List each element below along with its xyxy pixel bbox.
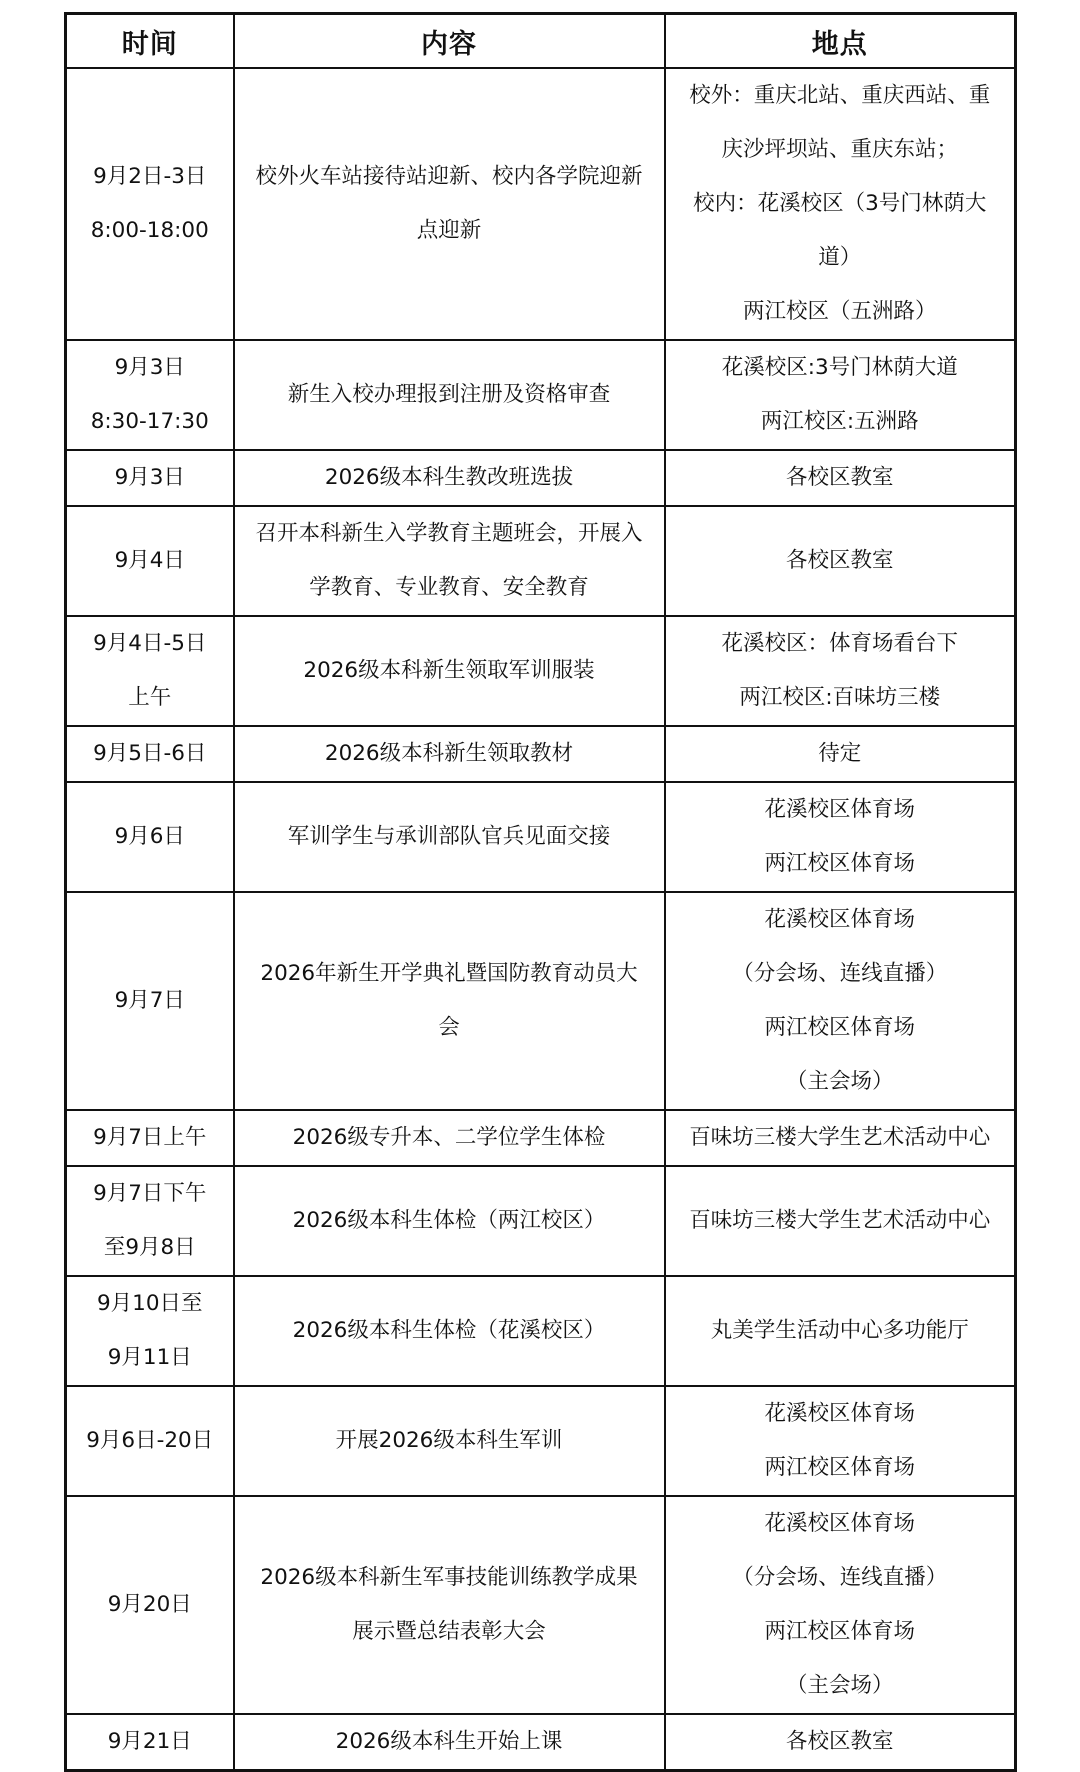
schedule-table-wrapper [64, 12, 1014, 1772]
time-cell [66, 68, 234, 340]
content-cell [234, 782, 665, 892]
content-cell [234, 506, 665, 616]
content-cell-text: 2026级专升本、二学位学生体检 [292, 1125, 606, 1150]
time-cell-text: 9月7日上午 [93, 1125, 207, 1150]
table-row [66, 892, 1016, 1110]
location-cell-text: 待定 [818, 741, 862, 766]
table-row [66, 68, 1016, 340]
table-row [66, 340, 1016, 450]
time-cell-text: 9月20日 [107, 1592, 192, 1617]
schedule-body [66, 68, 1016, 1771]
content-cell [234, 68, 665, 340]
time-cell [66, 616, 234, 726]
location-cell [665, 506, 1016, 616]
schedule-table [64, 12, 1017, 1772]
table-row [66, 1110, 1016, 1166]
location-cell-text: 各校区教室 [785, 465, 894, 490]
time-cell [66, 1714, 234, 1771]
time-cell-text: 9月6日-20日 [86, 1428, 214, 1453]
location-cell [665, 450, 1016, 506]
content-cell [234, 892, 665, 1110]
location-cell [665, 1386, 1016, 1496]
location-cell-text: 校外：重庆北站、重庆西站、重 庆沙坪坝站、重庆东站； 校内：花溪校区（3号门林荫大道） 两江校区（五洲路） [689, 83, 991, 324]
time-cell-text: 9月7日 [114, 988, 185, 1013]
content-cell-text: 开展2026级本科生军训 [335, 1428, 563, 1453]
content-cell [234, 1110, 665, 1166]
time-cell [66, 892, 234, 1110]
location-cell [665, 340, 1016, 450]
content-cell-text: 2026级本科生体检（两江校区） [292, 1208, 606, 1233]
location-cell-text: 花溪校区体育场 （分会场、连线直播） 两江校区体育场 （主会场） [732, 907, 948, 1094]
time-cell-text: 9月3日 8:30-17:30 [90, 355, 209, 434]
table-row [66, 782, 1016, 892]
table-row [66, 1714, 1016, 1771]
location-cell-text: 花溪校区体育场 两江校区体育场 [764, 797, 915, 876]
table-row [66, 726, 1016, 782]
time-cell [66, 1166, 234, 1276]
content-cell-text: 2026级本科新生军事技能训练教学成果 展示暨总结表彰大会 [260, 1565, 638, 1644]
time-cell-text: 9月10日至 9月11日 [96, 1291, 203, 1370]
time-cell-text: 9月21日 [107, 1729, 192, 1754]
table-row [66, 1496, 1016, 1714]
time-cell [66, 726, 234, 782]
location-cell-text: 百味坊三楼大学生艺术活动中心 [689, 1208, 991, 1233]
table-row [66, 450, 1016, 506]
time-cell [66, 1386, 234, 1496]
time-cell-text: 9月2日-3日 8:00-18:00 [90, 164, 209, 243]
content-cell-text: 2026级本科生教改班选拔 [324, 465, 574, 490]
content-cell [234, 1496, 665, 1714]
location-cell [665, 782, 1016, 892]
location-cell [665, 892, 1016, 1110]
time-cell [66, 340, 234, 450]
content-cell [234, 1166, 665, 1276]
header-location: 地点 [665, 14, 1016, 69]
header-time: 时间 [66, 14, 234, 69]
content-cell [234, 340, 665, 450]
content-cell-text: 2026级本科新生领取军训服装 [303, 658, 595, 683]
location-cell-text: 花溪校区：体育场看台下 两江校区:百味坊三楼 [721, 631, 958, 710]
header-content: 内容 [234, 14, 665, 69]
location-cell [665, 616, 1016, 726]
table-row [66, 1386, 1016, 1496]
content-cell [234, 1276, 665, 1386]
location-cell [665, 1276, 1016, 1386]
content-cell-text: 2026级本科新生领取教材 [324, 741, 574, 766]
time-cell [66, 506, 234, 616]
location-cell-text: 丸美学生活动中心多功能厅 [710, 1318, 969, 1343]
content-cell-text: 2026级本科生体检（花溪校区） [292, 1318, 606, 1343]
content-cell-text: 校外火车站接待站迎新、校内各学院迎新 点迎新 [255, 164, 643, 243]
content-cell [234, 1386, 665, 1496]
location-cell [665, 1110, 1016, 1166]
location-cell-text: 花溪校区:3号门林荫大道 两江校区:五洲路 [721, 355, 958, 434]
time-cell-text: 9月7日下午 至9月8日 [93, 1181, 207, 1260]
location-cell-text: 各校区教室 [785, 548, 894, 573]
time-cell-text: 9月5日-6日 [93, 741, 207, 766]
content-cell-text: 2026年新生开学典礼暨国防教育动员大 会 [260, 961, 638, 1040]
location-cell [665, 68, 1016, 340]
table-row [66, 616, 1016, 726]
table-row [66, 1166, 1016, 1276]
content-cell [234, 616, 665, 726]
location-cell [665, 726, 1016, 782]
time-cell [66, 1110, 234, 1166]
content-cell [234, 1714, 665, 1771]
time-cell [66, 450, 234, 506]
time-cell-text: 9月4日 [114, 548, 185, 573]
time-cell [66, 782, 234, 892]
location-cell-text: 各校区教室 [785, 1729, 894, 1754]
content-cell [234, 450, 665, 506]
table-row [66, 1276, 1016, 1386]
location-cell [665, 1496, 1016, 1714]
location-cell-text: 花溪校区体育场 两江校区体育场 [764, 1401, 915, 1480]
time-cell-text: 9月6日 [114, 824, 185, 849]
time-cell [66, 1276, 234, 1386]
time-cell-text: 9月4日-5日 上午 [93, 631, 207, 710]
content-cell-text: 2026级本科生开始上课 [335, 1729, 563, 1754]
time-cell-text: 9月3日 [114, 465, 185, 490]
content-cell-text: 新生入校办理报到注册及资格审查 [287, 382, 611, 407]
location-cell-text: 花溪校区体育场 （分会场、连线直播） 两江校区体育场 （主会场） [732, 1511, 948, 1698]
content-cell [234, 726, 665, 782]
table-row [66, 506, 1016, 616]
time-cell [66, 1496, 234, 1714]
content-cell-text: 军训学生与承训部队官兵见面交接 [287, 824, 611, 849]
location-cell [665, 1714, 1016, 1771]
location-cell-text: 百味坊三楼大学生艺术活动中心 [689, 1125, 991, 1150]
content-cell-text: 召开本科新生入学教育主题班会，开展入 学教育、专业教育、安全教育 [255, 521, 643, 600]
location-cell [665, 1166, 1016, 1276]
table-header-row [66, 14, 1016, 69]
